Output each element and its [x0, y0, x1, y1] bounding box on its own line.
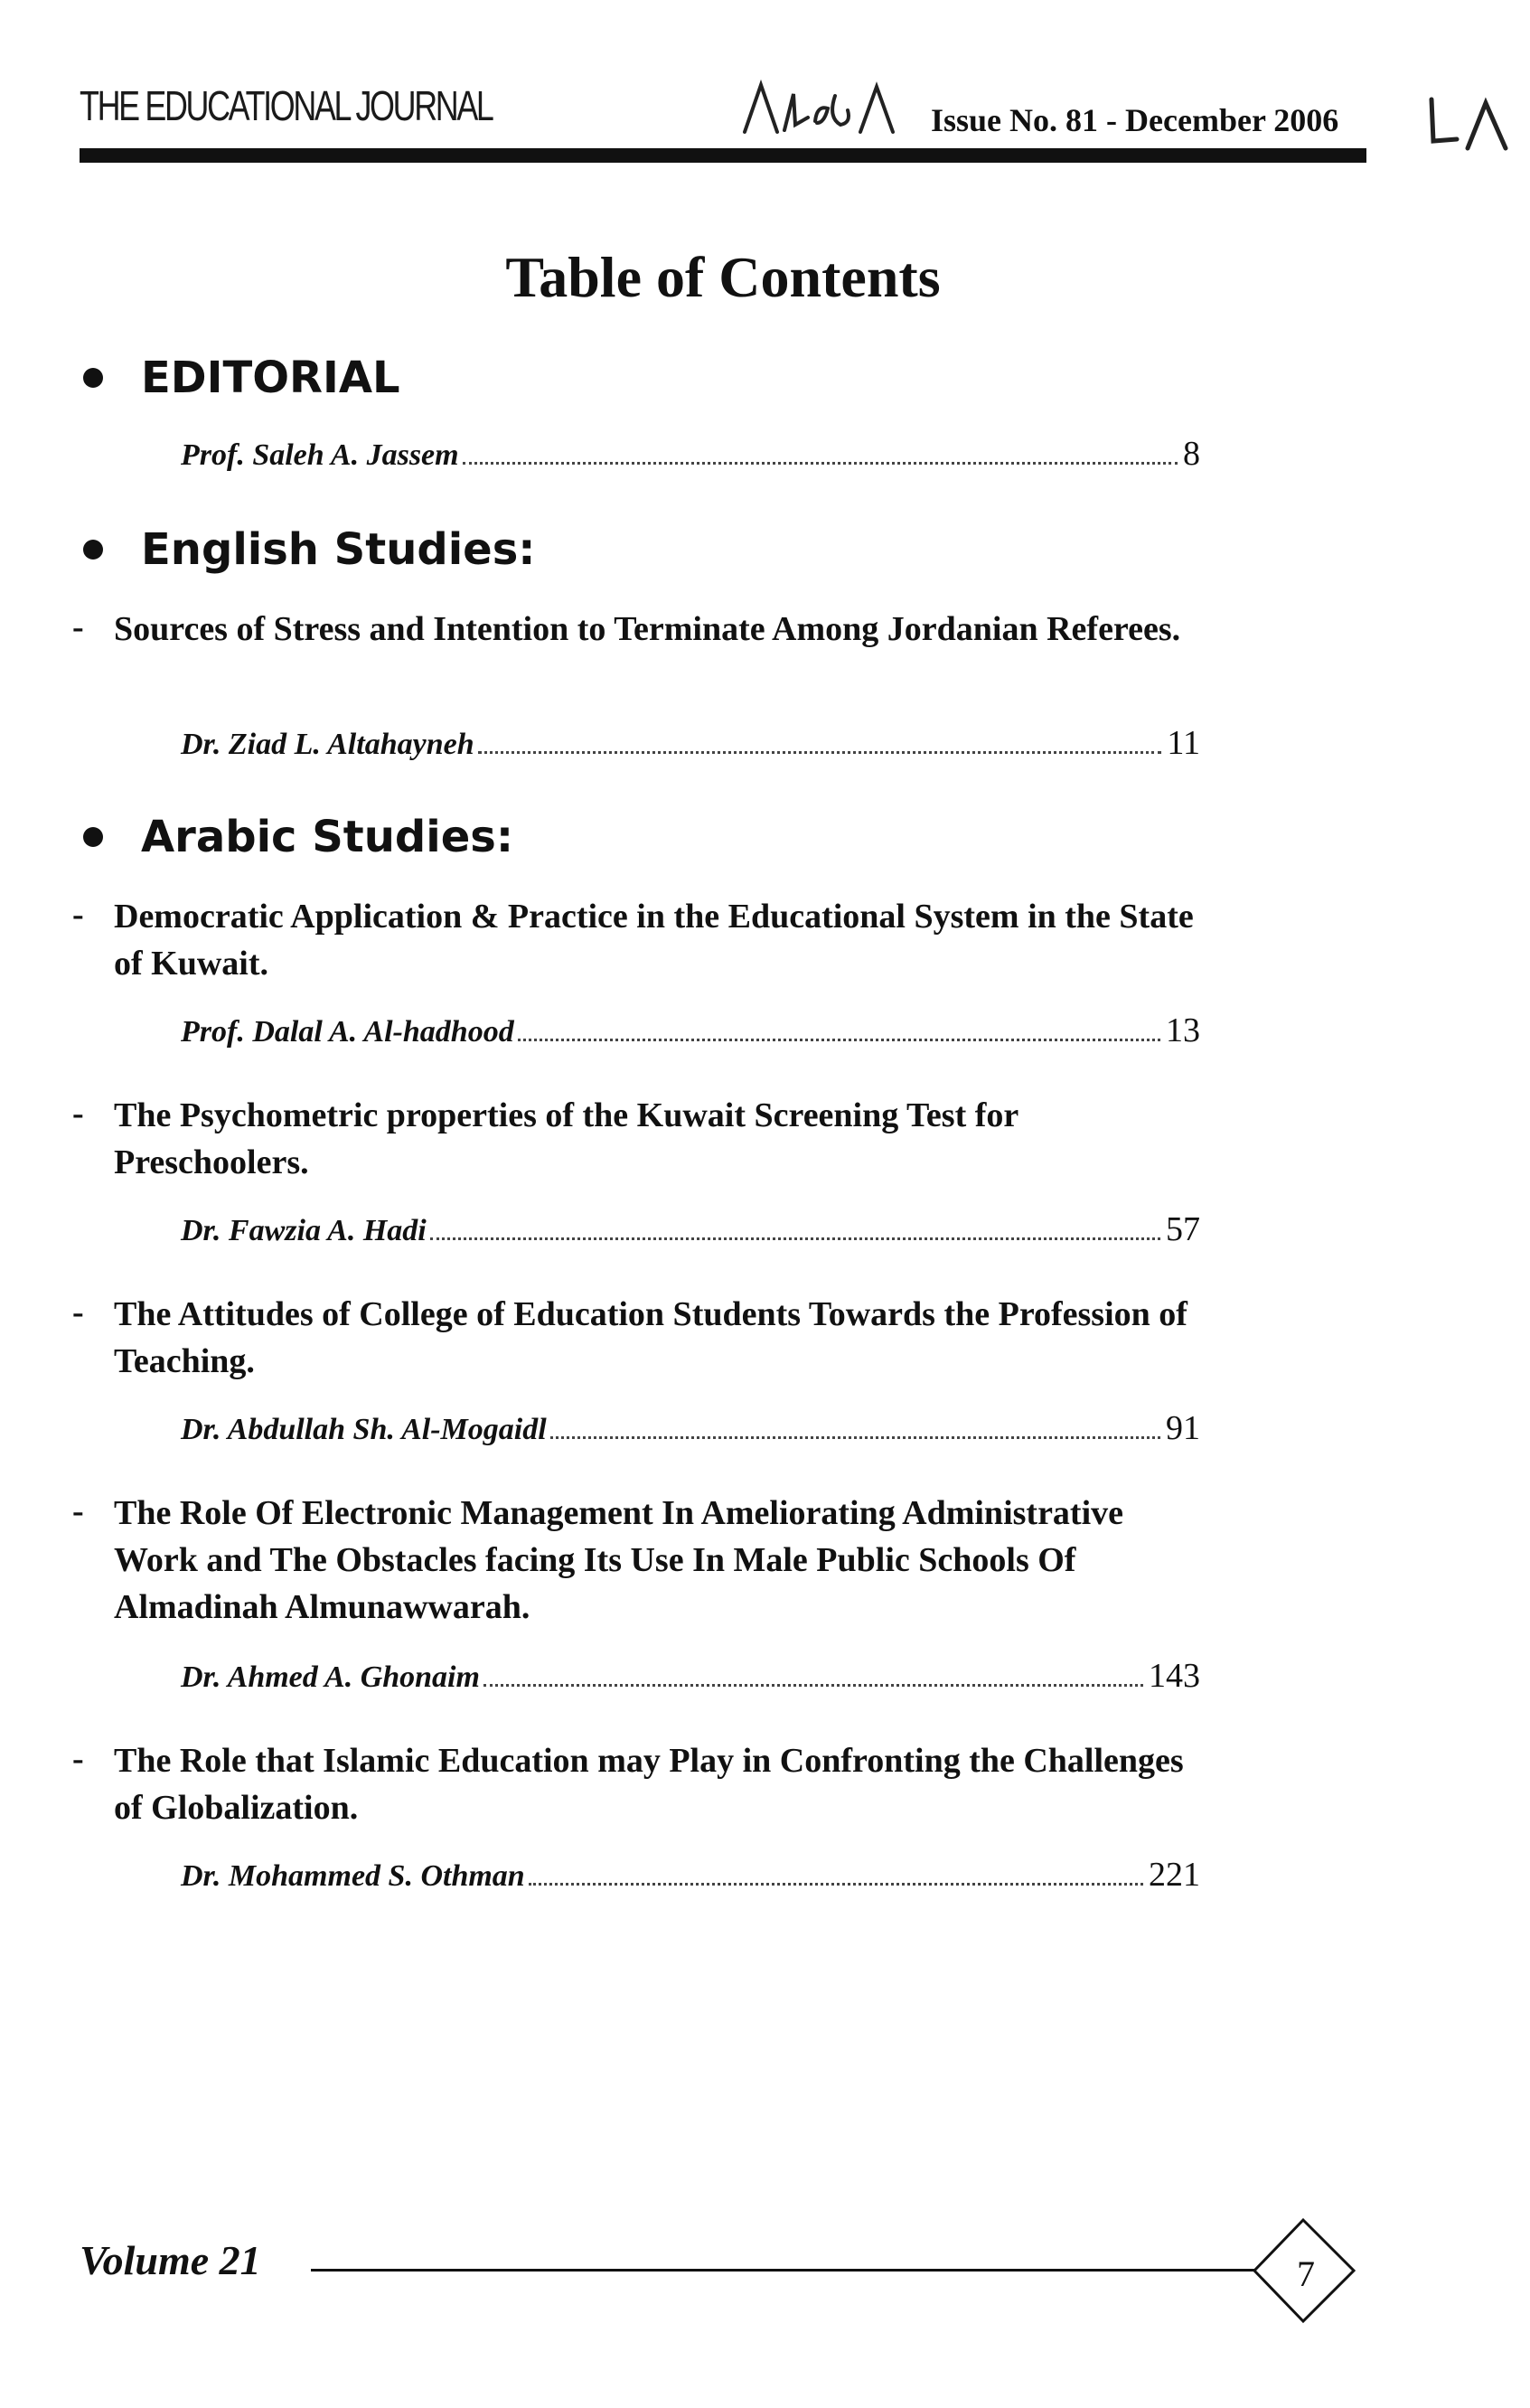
footer-rule	[311, 2269, 1254, 2272]
toc-entry-author-row[interactable]	[181, 1011, 1200, 1050]
entry-title[interactable]: Sources of Stress and Intention to Terminate Among Jordanian Referees.	[114, 610, 1181, 648]
entry-dash: -	[72, 1740, 84, 1778]
section-english-studies	[80, 524, 536, 575]
bullet-icon	[83, 540, 103, 560]
header-rule	[80, 148, 1366, 163]
bullet-icon	[83, 368, 103, 388]
page-number: 11	[1167, 724, 1200, 762]
page-title: Table of Contents	[505, 245, 941, 309]
author: Dr. Abdullah Sh. Al-Mogaidl	[181, 1413, 547, 1446]
section-arabic-studies	[80, 812, 513, 862]
section-heading: EDITORIAL	[141, 353, 400, 403]
page-number: 221	[1149, 1856, 1200, 1894]
leader-dots	[478, 750, 1162, 754]
entry-title[interactable]: The Role Of Electronic Management In Ameliorating Administrative Work and The Obstacles facing Its Use In Male Public Schools Of Almadinah Almunawwarah.	[114, 1494, 1124, 1626]
issue-info: Issue No. 81 - December 2006	[931, 102, 1339, 138]
entry-title[interactable]: The Attitudes of College of Education Students Towards the Profession of Teaching.	[114, 1295, 1187, 1380]
page-number: 8	[1183, 435, 1200, 473]
entry-title[interactable]: Democratic Application & Practice in the Educational System in the State of Kuwait.	[114, 898, 1194, 983]
section-editorial	[80, 353, 400, 403]
author: Dr. Mohammed S. Othman	[181, 1859, 525, 1893]
leader-dots	[430, 1237, 1160, 1240]
handwritten-annotation	[741, 78, 904, 141]
entry-dash: -	[72, 1293, 84, 1331]
entry-dash: -	[72, 608, 84, 646]
leader-dots	[518, 1038, 1160, 1041]
author: Dr. Ahmed A. Ghonaim	[181, 1660, 480, 1694]
leader-dots	[529, 1882, 1143, 1886]
handwritten-mark	[1426, 96, 1513, 152]
author: Dr. Ziad L. Altahayneh	[181, 728, 474, 761]
toc-entry-author-row[interactable]	[181, 1656, 1200, 1696]
page-number: 143	[1149, 1657, 1200, 1695]
leader-dots	[550, 1435, 1160, 1439]
bullet-icon	[83, 827, 103, 847]
page-number-footer: 7	[1297, 2253, 1315, 2294]
entry-dash: -	[72, 896, 84, 934]
section-heading: English Studies:	[141, 524, 536, 575]
toc-entry-author-row[interactable]	[181, 1855, 1200, 1895]
section-heading: Arabic Studies:	[141, 812, 514, 862]
toc-entry-author-row[interactable]	[181, 723, 1200, 763]
page-number: 57	[1166, 1210, 1200, 1248]
toc-entry-editorial[interactable]	[181, 434, 1200, 474]
entry-title[interactable]: The Role that Islamic Education may Play in Confronting the Challenges of Globalization.	[114, 1742, 1184, 1827]
entry-dash: -	[72, 1095, 84, 1133]
leader-dots	[463, 461, 1178, 465]
journal-name: THE EDUCATIONAL JOURNAL	[80, 82, 493, 129]
toc-entry-author-row[interactable]	[181, 1408, 1200, 1448]
leader-dots	[483, 1683, 1143, 1687]
page-number: 91	[1166, 1409, 1200, 1447]
entry-title[interactable]: The Psychometric properties of the Kuwait Screening Test for Preschoolers.	[114, 1096, 1018, 1181]
author: Prof. Dalal A. Al-hadhood	[181, 1015, 514, 1049]
toc-entry-author-row[interactable]	[181, 1209, 1200, 1249]
page-number: 13	[1166, 1011, 1200, 1049]
entry-dash: -	[72, 1492, 84, 1530]
volume-label: Volume 21	[80, 2237, 261, 2283]
author: Prof. Saleh A. Jassem	[181, 438, 459, 472]
author: Dr. Fawzia A. Hadi	[181, 1214, 427, 1247]
